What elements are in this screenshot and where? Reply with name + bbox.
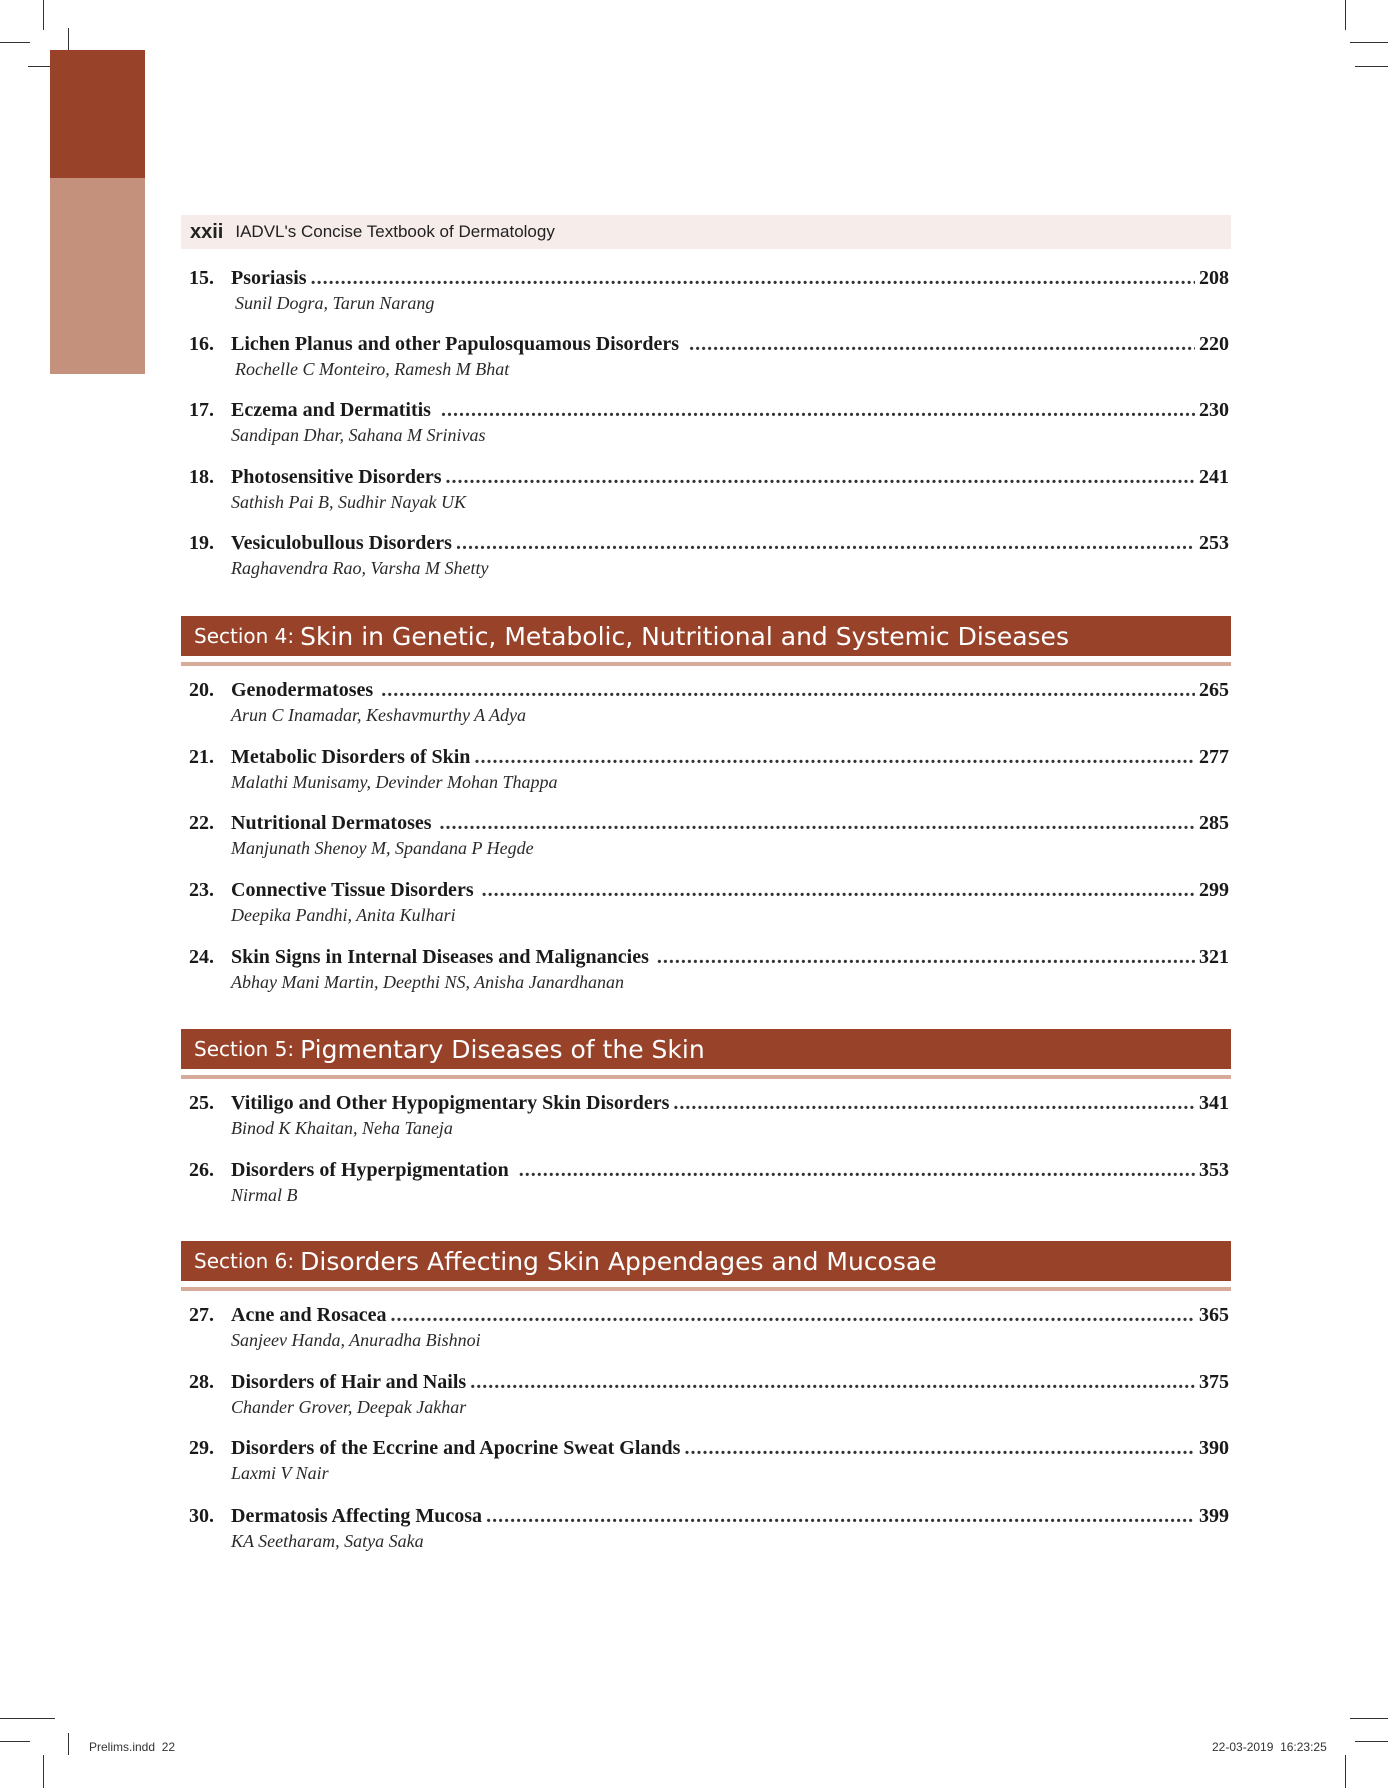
leader-dots: [441, 397, 1195, 423]
book-title: IADVL's Concise Textbook of Dermatology: [235, 222, 555, 241]
chapter-title: Vesiculobullous Disorders: [231, 532, 452, 554]
leader-dots: [689, 331, 1195, 357]
chapter-authors: Deepika Pandhi, Anita Kulhari: [231, 905, 456, 925]
side-tab-dark: [50, 50, 145, 178]
section-label: Section 4:: [194, 624, 295, 648]
toc-entry[interactable]: [181, 331, 1231, 381]
section-title: Disorders Affecting Skin Appendages and Mucosae: [300, 1246, 937, 1276]
leader-dots: [470, 1369, 1195, 1395]
chapter-number: 23.: [189, 879, 214, 901]
leader-dots: [456, 530, 1195, 556]
toc-entry[interactable]: [181, 810, 1231, 860]
chapter-page: 321: [1199, 946, 1229, 968]
chapter-page: 285: [1199, 812, 1229, 834]
chapter-number: 26.: [189, 1159, 214, 1181]
section-header: [181, 1241, 1231, 1281]
crop-mark: [1350, 42, 1388, 43]
chapter-number: 17.: [189, 399, 214, 421]
toc-entry[interactable]: [181, 1157, 1231, 1207]
chapter-number: 27.: [189, 1304, 214, 1326]
chapter-page: 375: [1199, 1371, 1229, 1393]
chapter-page: 353: [1199, 1159, 1229, 1181]
chapter-authors: Sanjeev Handa, Anuradha Bishnoi: [231, 1330, 481, 1350]
chapter-page: 277: [1199, 746, 1229, 768]
chapter-title: Eczema and Dermatitis: [231, 399, 431, 421]
toc-entry[interactable]: [181, 1090, 1231, 1140]
toc-entry[interactable]: [181, 744, 1231, 794]
chapter-number: 21.: [189, 746, 214, 768]
crop-mark: [1355, 66, 1388, 67]
section-title: Pigmentary Diseases of the Skin: [300, 1034, 705, 1064]
chapter-page: 390: [1199, 1437, 1229, 1459]
chapter-title: Nutritional Dermatoses: [231, 812, 432, 834]
leader-dots: [381, 677, 1195, 703]
toc-entry[interactable]: [181, 530, 1231, 580]
chapter-authors: Malathi Munisamy, Devinder Mohan Thappa: [231, 772, 558, 792]
footer-date: 22-03-2019: [1212, 1740, 1274, 1754]
crop-mark: [0, 1741, 30, 1742]
crop-mark: [68, 1733, 69, 1755]
chapter-number: 24.: [189, 946, 214, 968]
chapter-authors: Sathish Pai B, Sudhir Nayak UK: [231, 492, 466, 512]
toc-entry[interactable]: [181, 265, 1231, 315]
chapter-number: 30.: [189, 1505, 214, 1527]
chapter-number: 15.: [189, 267, 214, 289]
section-rule: [181, 662, 1231, 666]
toc-entry[interactable]: [181, 1302, 1231, 1352]
leader-dots: [446, 464, 1195, 490]
crop-mark: [0, 1718, 55, 1719]
chapter-number: 29.: [189, 1437, 214, 1459]
chapter-authors: Sunil Dogra, Tarun Narang: [235, 293, 435, 313]
chapter-page: 399: [1199, 1505, 1229, 1527]
chapter-title: Genodermatoses: [231, 679, 374, 701]
chapter-title: Vitiligo and Other Hypopigmentary Skin Disorders: [231, 1092, 670, 1114]
chapter-page: 341: [1199, 1092, 1229, 1114]
chapter-number: 20.: [189, 679, 214, 701]
side-tab-light: [50, 178, 145, 374]
leader-dots: [657, 944, 1195, 970]
chapter-title: Skin Signs in Internal Diseases and Malignancies: [231, 946, 649, 968]
chapter-number: 28.: [189, 1371, 214, 1393]
chapter-page: 208: [1199, 267, 1229, 289]
chapter-authors: Manjunath Shenoy M, Spandana P Hegde: [231, 838, 534, 858]
leader-dots: [391, 1302, 1195, 1328]
section-label: Section 6:: [194, 1249, 295, 1273]
section-label: Section 5:: [194, 1037, 295, 1061]
chapter-number: 25.: [189, 1092, 214, 1114]
chapter-number: 19.: [189, 532, 214, 554]
toc-entry[interactable]: [181, 397, 1231, 447]
chapter-title: Dermatosis Affecting Mucosa: [231, 1505, 483, 1527]
chapter-title: Disorders of Hyperpigmentation: [231, 1159, 509, 1181]
chapter-page: 241: [1199, 466, 1229, 488]
chapter-authors: Rochelle C Monteiro, Ramesh M Bhat: [235, 359, 510, 379]
chapter-authors: Sandipan Dhar, Sahana M Srinivas: [231, 425, 486, 445]
chapter-page: 253: [1199, 532, 1229, 554]
chapter-authors: Abhay Mani Martin, Deepthi NS, Anisha Janardhanan: [231, 972, 624, 992]
crop-mark: [1345, 1755, 1346, 1788]
chapter-title: Psoriasis: [231, 267, 307, 289]
chapter-title: Photosensitive Disorders: [231, 466, 442, 488]
running-head: [181, 215, 1231, 249]
chapter-authors: Nirmal B: [231, 1185, 298, 1205]
leader-dots: [673, 1090, 1195, 1116]
chapter-page: 299: [1199, 879, 1229, 901]
section-rule: [181, 1075, 1231, 1079]
chapter-number: 18.: [189, 466, 214, 488]
chapter-page: 230: [1199, 399, 1229, 421]
chapter-authors: Chander Grover, Deepak Jakhar: [231, 1397, 467, 1417]
chapter-page: 220: [1199, 333, 1229, 355]
chapter-authors: KA Seetharam, Satya Saka: [231, 1531, 424, 1551]
chapter-page: 265: [1199, 679, 1229, 701]
crop-mark: [43, 1755, 44, 1788]
page-number: xxii: [190, 220, 224, 243]
leader-dots: [474, 744, 1195, 770]
footer-time: 16:23:25: [1280, 1740, 1327, 1754]
toc-entry[interactable]: [181, 1503, 1231, 1553]
toc-entry[interactable]: [181, 677, 1231, 727]
footer-page: 22: [161, 1740, 176, 1754]
leader-dots: [486, 1503, 1195, 1529]
chapter-title: Disorders of Hair and Nails: [231, 1371, 467, 1393]
section-header: [181, 616, 1231, 656]
chapter-authors: Binod K Khaitan, Neha Taneja: [231, 1118, 453, 1138]
chapter-page: 365: [1199, 1304, 1229, 1326]
leader-dots: [519, 1157, 1195, 1183]
chapter-title: Metabolic Disorders of Skin: [231, 746, 471, 768]
footer-file: [89, 1740, 175, 1754]
toc-entry[interactable]: [181, 1369, 1231, 1419]
chapter-authors: Laxmi V Nair: [231, 1463, 329, 1483]
toc-entry[interactable]: [181, 877, 1231, 927]
footer-timestamp: [1212, 1740, 1327, 1754]
crop-mark: [43, 0, 44, 30]
chapter-title: Disorders of the Eccrine and Apocrine Sweat Glands: [231, 1437, 681, 1459]
leader-dots: [684, 1435, 1195, 1461]
leader-dots: [440, 810, 1195, 836]
footer-filename: Prelims.indd: [89, 1740, 156, 1754]
chapter-title: Lichen Planus and other Papulosquamous Disorders: [231, 333, 680, 355]
crop-mark: [1345, 0, 1346, 30]
toc-entry[interactable]: [181, 1435, 1231, 1485]
leader-dots: [311, 265, 1195, 291]
chapter-authors: Arun C Inamadar, Keshavmurthy A Adya: [231, 705, 526, 725]
chapter-authors: Raghavendra Rao, Varsha M Shetty: [231, 558, 489, 578]
toc-entry[interactable]: [181, 464, 1231, 514]
chapter-title: Connective Tissue Disorders: [231, 879, 474, 901]
crop-mark: [0, 42, 30, 43]
leader-dots: [482, 877, 1195, 903]
section-rule: [181, 1287, 1231, 1291]
chapter-number: 16.: [189, 333, 214, 355]
section-header: [181, 1029, 1231, 1069]
crop-mark: [1350, 1718, 1388, 1719]
chapter-title: Acne and Rosacea: [231, 1304, 387, 1326]
crop-mark: [1355, 1741, 1388, 1742]
toc-entry[interactable]: [181, 944, 1231, 994]
chapter-number: 22.: [189, 812, 214, 834]
section-title: Skin in Genetic, Metabolic, Nutritional and Systemic Diseases: [300, 621, 1069, 651]
